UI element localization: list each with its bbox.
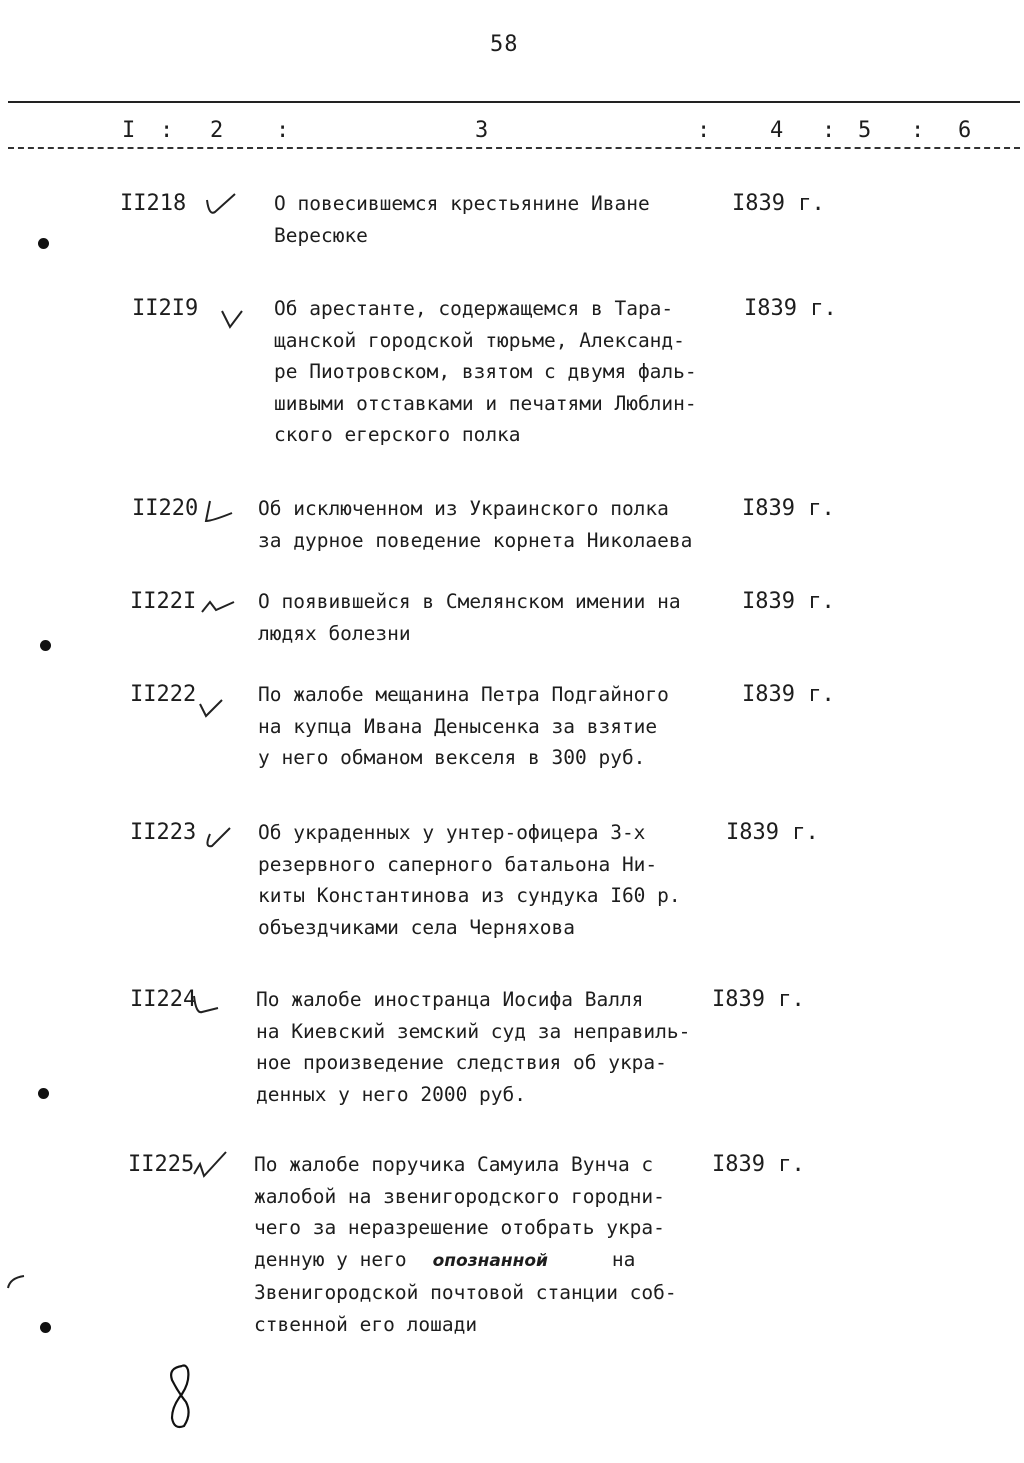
description-text: на (611, 1247, 636, 1271)
entry-description: О повесившемся крестьянине Иване Вересюке (274, 192, 650, 247)
entry-number: II225 (128, 1152, 195, 1177)
checkmark-icon (203, 190, 239, 220)
entry-number: II22I (130, 589, 197, 614)
folio-number (160, 1362, 200, 1432)
column-label-5: 5 (858, 118, 872, 143)
column-separator: : (822, 118, 836, 143)
column-separator: : (160, 118, 174, 143)
header-rule-bottom (8, 147, 1020, 149)
header-rule-top (8, 101, 1020, 103)
checkmark-icon (200, 497, 236, 527)
entry-number: II220 (132, 496, 199, 521)
checkmark-icon (218, 305, 254, 335)
column-label-1: I (122, 118, 136, 143)
checkmark-icon (200, 590, 236, 620)
entry-description: По жалобе иностранца Иосифа Валля на Киевский земский суд за неправиль- ное произведение следствия об укра- денных у него 2000 руб. (256, 988, 691, 1106)
list-item (132, 493, 852, 563)
entry-number: II222 (130, 682, 197, 707)
entry-number: II218 (120, 191, 187, 216)
column-label-6: 6 (958, 118, 972, 143)
entry-number: II224 (130, 987, 197, 1012)
entry-number: II223 (130, 820, 197, 845)
column-label-3: 3 (475, 118, 489, 143)
checkmark-icon (196, 694, 232, 724)
description-tail: Звенигородской почтовой станции соб- ственной его лошади (254, 1281, 677, 1336)
punch-hole-mark (40, 640, 51, 651)
column-separator: : (697, 118, 711, 143)
entry-year: I839 г. (712, 1152, 805, 1177)
entry-year: I839 г. (742, 496, 835, 521)
entry-year: I839 г. (742, 589, 835, 614)
checkmark-icon (200, 822, 236, 852)
column-label-2: 2 (210, 118, 224, 143)
entry-description: По жалобе мещанина Петра Подгайного на купца Ивана Денысенка за взятие у него обманом векселя в 300 руб. (258, 683, 669, 769)
description-line: жалобой на звенигородского городни- (254, 1184, 665, 1208)
handwritten-folio-icon (160, 1362, 200, 1432)
margin-stroke-icon (6, 1272, 28, 1292)
checkmark-icon (190, 990, 226, 1020)
description-text: денную у него (254, 1247, 407, 1271)
entry-year: I839 г. (742, 682, 835, 707)
punch-hole-mark (38, 1088, 49, 1099)
entry-year: I839 г. (712, 987, 805, 1012)
entry-description: Об исключенном из Украинского полка за дурное поведение корнета Николаева (258, 497, 693, 552)
punch-hole-mark (38, 238, 49, 249)
punch-hole-mark (40, 1322, 51, 1333)
column-header-row (0, 118, 1024, 144)
entry-description (254, 1149, 677, 1340)
entry-description: Об арестанте, содержащемся в Тара- щанской городской тюрьме, Александ- ре Пиотровском, взятом с двумя фаль- шивыми отставками и печатями Люблин- ского егерского полка (274, 297, 697, 446)
description-line: чего за неразрешение отобрать укра- (254, 1216, 665, 1239)
entry-number: II2I9 (132, 296, 199, 321)
entry-description: О появившейся в Смелянском имении на людях болезни (258, 590, 681, 645)
column-separator: : (276, 118, 290, 143)
column-label-4: 4 (770, 118, 784, 143)
list-item (130, 817, 850, 947)
description-line: По жалобе поручика Самуила Вунча с (254, 1153, 654, 1176)
column-separator: : (911, 118, 925, 143)
page-number: 58 (490, 32, 519, 57)
entry-year: I839 г. (732, 191, 825, 216)
checkmark-icon (192, 1150, 228, 1180)
description-line (254, 1244, 677, 1278)
entry-year: I839 г. (726, 820, 819, 845)
entry-year: I839 г. (744, 296, 837, 321)
list-item (130, 679, 850, 779)
list-item (130, 586, 850, 656)
list-item (130, 984, 850, 1114)
list-item (128, 1149, 848, 1349)
entry-description: Об украденных у унтер-офицера 3-х резервного саперного батальона Ни- киты Константинова из сундука I60 р. объездчиками села Черняхова (258, 821, 681, 939)
handwritten-insertion: опознанной (432, 1250, 548, 1271)
